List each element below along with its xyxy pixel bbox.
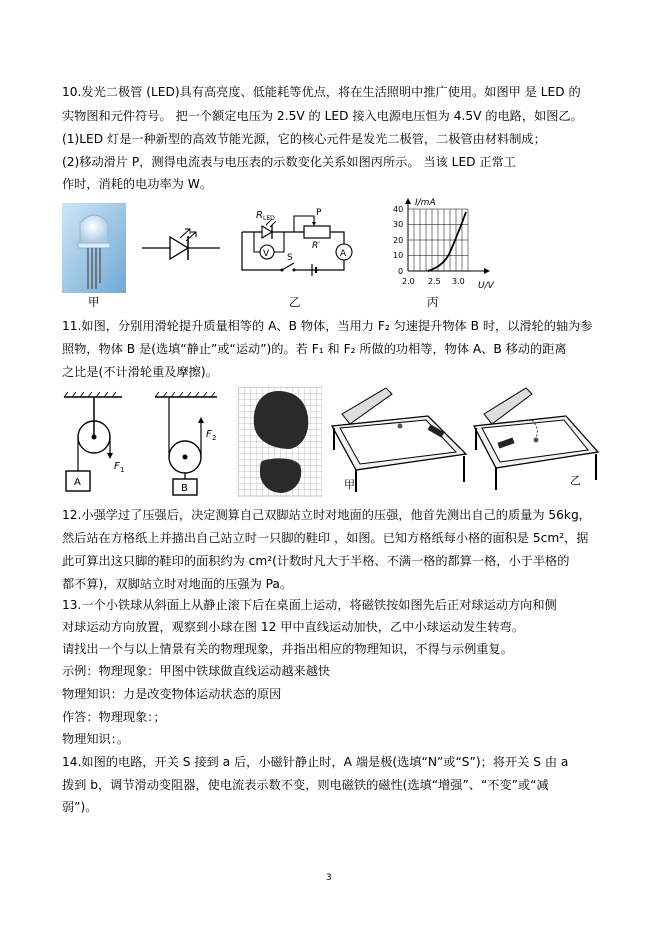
circuit-s-label: S [287, 253, 293, 263]
q10-line-3: (1)LED 灯是一种新型的高效节能光源，它的核心元件是发光二极管，二极管由材料制成； [62, 132, 546, 146]
shoe-print-grid [238, 387, 322, 501]
circuit-r-prime-label: R′ [312, 241, 321, 251]
circuit-p-label: P [316, 208, 322, 218]
fig-jia-label: 甲 [344, 478, 355, 491]
q10-line-1: 10.发光二极管 (LED)具有高亮度、低能耗等优点，将在生活照明中推广使用。如图甲 是 LED 的 [62, 85, 581, 99]
block-a-label: A [74, 477, 81, 488]
table-scene-yi [470, 384, 600, 498]
q12-line-1: 12.小强学过了压强后，决定测算自己双脚站立时对地面的压强，他首先测出自己的质量为 56kg， [62, 508, 591, 522]
circuit-ammeter-label: A [340, 249, 347, 259]
q14-line-3: 弱”)。 [62, 800, 98, 814]
block-b-label: B [181, 483, 188, 494]
q13-line-4: 示例：物理现象：甲图中铁球做直线运动越来越快 [62, 664, 331, 678]
q14-line-2: 拨到 b，调节滑动变阻器，使电流表示数不变，则电磁铁的磁性(选填“增强”、“不变”或“减 [62, 778, 549, 792]
force-f2-subscript: 2 [212, 434, 217, 442]
q14-line-1: 14.如图的电路，开关 S 接到 a 后，小磁针静止时，A 端是极(选填“N”或“S”)；将开关 S 由 a [62, 755, 569, 769]
q12-line-4: 都不算)，双脚站立时对地面的压强为 Pa。 [62, 577, 293, 591]
q11-line-2: 照物，物体 B 是(选填“静止”或“运动”)的。若 F₁ 和 F₂ 所做的功相等，物体 A、B 移动的距离 [62, 342, 567, 356]
pulley-b [147, 391, 235, 501]
circuit-voltmeter-label: V [263, 249, 270, 259]
x-tick-2-5: 2.5 [428, 277, 441, 286]
y-tick-20: 20 [393, 236, 404, 245]
q13-line-5: 物理知识：力是改变物体运动状态的原因 [62, 687, 282, 701]
force-f1-subscript: 1 [120, 466, 125, 474]
pulley-a [62, 391, 142, 501]
q10-line-4: (2)移动滑片 P，测得电流表与电压表的示数变化关系如图丙所示。 当该 LED 正常工 [62, 155, 516, 169]
page-number: 3 [326, 873, 332, 883]
iu-graph [388, 196, 506, 296]
diode-symbol [140, 226, 222, 274]
q13-line-6: 作答：物理现象：； [62, 710, 166, 724]
q10-line-5: 作时，消耗的电功率为 W。 [62, 177, 212, 191]
y-tick-10: 10 [393, 251, 404, 260]
y-tick-30: 30 [393, 220, 404, 229]
q12-line-3: 此可算出这只脚的鞋印的面积约为 cm²(计数时凡大于半格、不满一格的都算一格，小于半格的 [62, 554, 570, 568]
q13-line-1: 13.一个小铁球从斜面上从静止滚下后在桌面上运动，将磁铁按如图先后正对球运动方向和侧 [62, 598, 557, 612]
led-circuit [232, 204, 362, 288]
fig-jia-caption: 甲 [88, 295, 100, 309]
force-f1-label: F [114, 461, 120, 472]
circuit-r-led-label: R [256, 210, 263, 221]
circuit-r-led-subscript: LED [263, 215, 275, 222]
x-axis-label: U/V [478, 281, 494, 291]
force-f2-label: F [206, 429, 212, 440]
x-tick-3-0: 3.0 [452, 277, 465, 286]
q13-line-7: 物理知识：。 [62, 732, 130, 746]
table-scene-jia [328, 384, 468, 498]
x-tick-2-0: 2.0 [402, 277, 415, 286]
q11-line-3: 之比是(不计滑轮重及摩擦)。 [62, 365, 218, 379]
q13-line-2: 对球运动方向放置，观察到小球在图 12 甲中直线运动加快，乙中小球运动发生转弯。 [62, 620, 525, 634]
fig-yi-caption: 乙 [289, 295, 301, 309]
y-axis-label: I/mA [415, 198, 436, 208]
y-tick-0: 0 [398, 267, 404, 276]
y-tick-40: 40 [393, 205, 404, 214]
fig-bing-caption: 丙 [427, 295, 439, 309]
q12-line-2: 然后站在方格纸上并描出自己站立时一只脚的鞋印 ，如图。已知方格纸每小格的面积是 5cm²，据 [62, 531, 589, 545]
q13-line-3: 请找出一个与以上情景有关的物理现象，并指出相应的物理知识，不得与示例重复。 [62, 642, 513, 656]
q10-line-2: 实物图和元件符号。 把一个额定电压为 2.5V 的 LED 接入电源电压恒为 4.5V 的电路，如图乙。 [62, 109, 583, 123]
q11-line-1: 11.如图，分别用滑轮提升质量相等的 A、B 物体，当用力 F₂ 匀速提升物体 B 时，以滑轮的轴为参 [62, 319, 593, 333]
fig-yi-label: 乙 [570, 474, 581, 487]
led-photo [62, 203, 126, 293]
